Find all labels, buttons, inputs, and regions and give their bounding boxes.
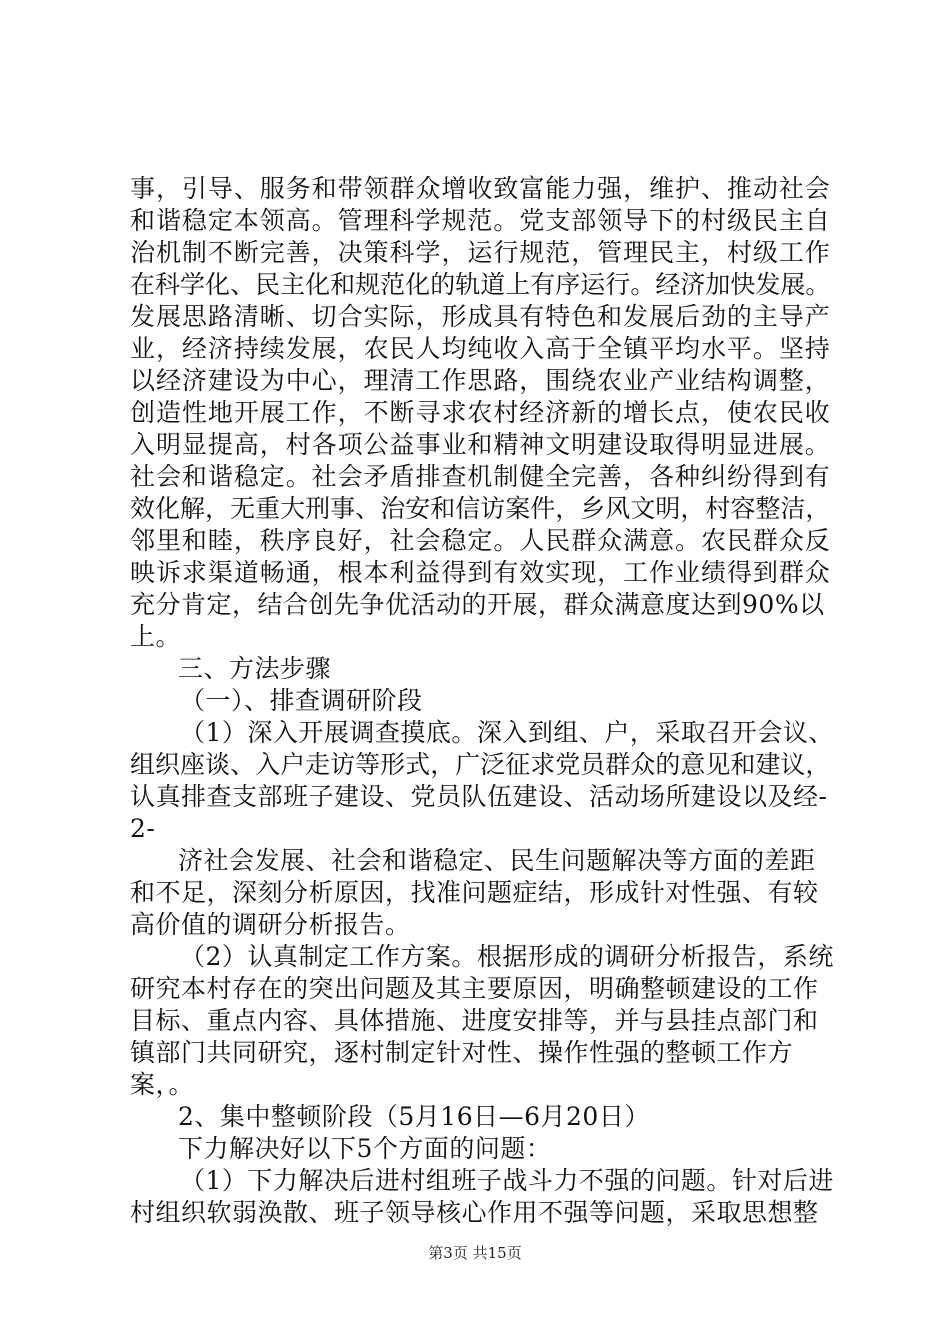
text-line: 村组织软弱涣散、班子领导核心作用不强等问题，采取思想整 xyxy=(130,1198,819,1227)
text-line: （1）下力解决后进村组班子战斗力不强的问题。针对后进 xyxy=(180,1166,834,1195)
text-line: 社 会 和 谐 稳 定 。 社 会 矛 盾 排 查 机 制 健 全 完 善 ， 各 种 纠 纷 得 到 有 xyxy=(130,462,830,491)
text-line: 上。 xyxy=(130,622,182,651)
text-line: 映 诉 求 渠 道 畅 通 ， 根 本 利 益 得 到 有 效 实 现 ， 工 作 业 绩 得 到 群 众 xyxy=(130,558,830,587)
document-body xyxy=(130,173,834,1229)
text-line: 创 造 性 地 开 展 工 作 ， 不 断 寻 求 农 村 经 济 新 的 增 长 点 ， 使 农 民 收 xyxy=(130,398,830,427)
text-line: 镇部门共同研究，逐村制定针对性、操作性强的整顿工作方 xyxy=(130,1038,794,1067)
text-line: 事 ， 引 导 、 服 务 和 带 领 群 众 增 收 致 富 能 力 强 ， 维 护 、 推 动 社 会 xyxy=(130,174,830,203)
page-footer: 第3页 共15页 xyxy=(428,1244,522,1262)
text-line: 业 ， 经 济 持 续 发 展 ， 农 民 人 均 纯 收 入 高 于 全 镇 平 均 水 平 。 坚 持 xyxy=(130,334,830,363)
text-line: （2）认真制定工作方案。根据形成的调研分析报告，系统 xyxy=(180,942,834,971)
text-line: 以 经 济 建 设 为 中 心 ， 理 清 工 作 思 路 ， 围 绕 农 业 产 业 结 构 调 整 ， xyxy=(130,366,830,395)
text-line: 效 化 解 ， 无 重 大 刑 事 、 治 安 和 信 访 案 件 ， 乡 风 文 明 ， 村 容 整 洁 ， xyxy=(130,494,831,523)
text-line: 和 谐 稳 定 本 领 高 。 管 理 科 学 规 范 。 党 支 部 领 导 下 的 村 级 民 主 自 xyxy=(130,206,830,235)
text-line: 认真排查支部班子建设、党员队伍建设、活动场所建设以及经- xyxy=(130,782,828,811)
text-line: 入 明 显 提 高 ， 村 各 项 公 益 事 业 和 精 神 文 明 建 设 取 得 明 显 进 展 。 xyxy=(130,430,830,459)
text-line: 和不足，深刻分析原因，找准问题症结，形成针对性强、有较 xyxy=(130,878,819,907)
subsection-heading: 2、集中整顿阶段（5月16日—6月20日） xyxy=(178,1102,650,1131)
text-line: 高价值的调研分析报告。 xyxy=(130,910,411,939)
page-marker: 2- xyxy=(130,814,156,843)
text-line: 研究本村存在的突出问题及其主要原因，明确整顿建设的工作 xyxy=(130,974,819,1003)
text-line: 发 展 思 路 清 晰 、 切 合 实 际 ， 形 成 具 有 特 色 和 发 展 后 劲 的 主 导 产 xyxy=(130,302,830,331)
section-heading: 三、方法步骤 xyxy=(178,654,332,683)
text-line: 目标、重点内容、具体措施、进度安排等，并与县挂点部门和 xyxy=(130,1006,819,1035)
text-line: 下力解决好以下5个方面的问题： xyxy=(178,1134,552,1163)
text-line: 济社会发展、社会和谐稳定、民生问题解决等方面的差距 xyxy=(178,846,816,875)
text-line: 组 织 座 谈 、 入 户 走 访 等 形 式 ， 广 泛 征 求 党 员 群 众 的 意 见 和 建 议 ， xyxy=(130,750,831,779)
text-line: 案，。 xyxy=(130,1070,195,1099)
subsection-heading: （一）、排查调研阶段 xyxy=(180,686,423,715)
text-line: 邻 里 和 睦 ， 秩 序 良 好 ， 社 会 稳 定 。 人 民 群 众 满 意 。 农 民 群 众 反 xyxy=(130,526,830,555)
text-line: （1）深入开展调查摸底。深入到组、户，采取召开会议、 xyxy=(180,718,834,747)
text-line: 充分肯定，结合创先争优活动的开展，群众满意度达到90%以 xyxy=(130,590,825,619)
text-line: 在 科 学 化 、 民 主 化 和 规 范 化 的 轨 道 上 有 序 运 行 。 经 济 加 快 发 展 。 xyxy=(130,270,831,299)
text-line: 治 机 制 不 断 完 善 ， 决 策 科 学 ， 运 行 规 范 ， 管 理 民 主 ， 村 级 工 作 xyxy=(130,238,830,267)
